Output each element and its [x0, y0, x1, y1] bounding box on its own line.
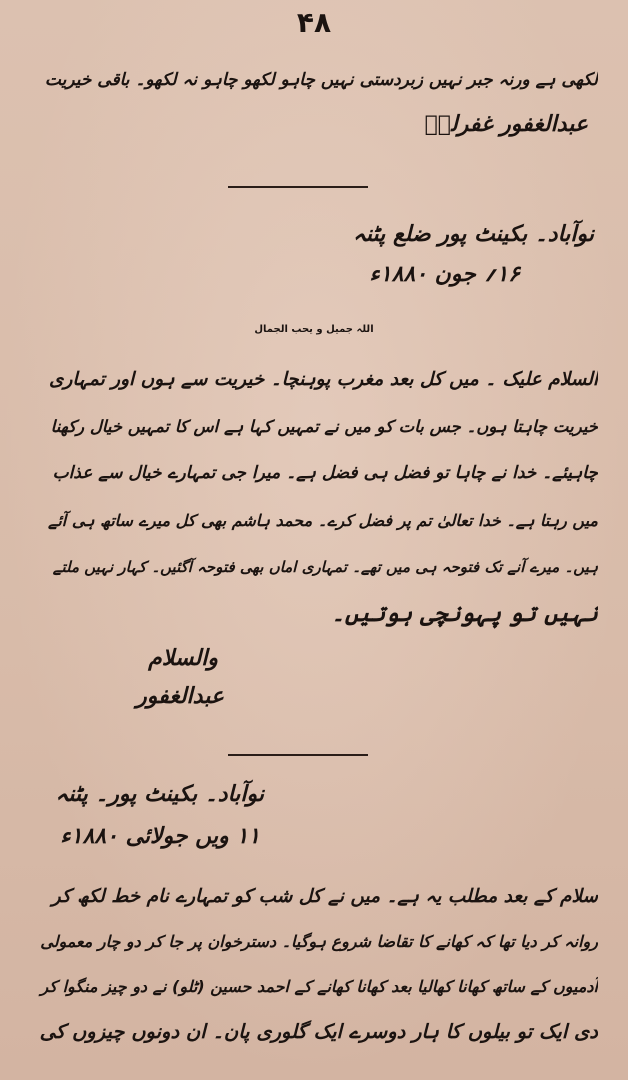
letter1-signature: عبدالغفور — [136, 684, 224, 709]
letter2-line: روانہ کر دیا تھا کہ کھانے کا تقاضا شروع ہوگیا۔ دسترخوان پر جا کر دو چار معمولی — [40, 932, 598, 951]
letter2-body — [38, 874, 598, 1054]
letter2-line: دی ایک تو بیلوں کا ہار دوسرے ایک گلوری پان۔ ان دونوں چیزوں کی — [39, 1020, 598, 1043]
letter1-line: السلام علیک ۔ میں کل بعد مغرب پوہنچا۔ خیریت سے ہوں اور تمہاری — [49, 369, 598, 390]
letter1-closing: والسلام — [148, 646, 218, 671]
section-divider — [228, 186, 368, 188]
letter1-line: چاہیئے۔ خدا نے چاہا تو فضل ہی فضل ہے۔ میرا جی تمہارے خیال سے عذاب — [52, 463, 598, 483]
top-paragraph — [38, 62, 598, 98]
page-number: ۴۸ — [296, 6, 332, 39]
letter1-line: خیریت چاہتا ہوں۔ جس بات کو میں نے تمہیں کہا ہے اس کا تمہیں خیال رکھنا — [50, 417, 598, 436]
letter1-line: ہیں۔ میرے آنے تک فتوحہ ہی میں تھے۔ تمہاری اماں بھی فتوحہ آگئیں۔ کہار نہیں ملتے — [52, 558, 598, 576]
letter1-heading: اللہ جمیل و یحب الجمال — [254, 324, 374, 335]
letter2-address: نوآباد۔ بکینٹ پور۔ پٹنہ — [55, 782, 264, 807]
letter1-line: نہیں تو پہونچی ہوتیں۔ — [331, 601, 598, 627]
top-signature: عبدالغفور غفرلہٗ — [424, 112, 588, 137]
letter1-line: میں رہتا ہے۔ خدا تعالیٰ تم پر فضل کرے۔ محمد ہاشم بھی کل میرے ساتھ ہی آئے — [47, 511, 598, 530]
letter1-date: ۱۶؍ جون ۱۸۸۰ء — [369, 262, 520, 287]
section-divider — [228, 754, 368, 756]
letter2-line: سلام کے بعد مطلب یہ ہے۔ میں نے کل شب کو تمہارے نام خط لکھ کر — [51, 886, 598, 907]
letter2-line: آدمیوں کے ساتھ کھانا کھالیا بعد کھانا کھانے کے احمد حسین (ٹلو) نے دو چیز منگوا کر — [40, 977, 598, 996]
letter1-body — [38, 356, 598, 638]
letter2-date: ۱۱ ویں جولائی ۱۸۸۰ء — [60, 824, 260, 849]
top-paragraph-line: لکھی ہے ورنہ جبر نہیں زبردستی نہیں چاہو لکھو چاہو نہ لکھو۔ باقی خیریت — [44, 70, 598, 90]
letter1-address: نوآباد۔ بکینٹ پور ضلع پٹنہ — [353, 222, 594, 247]
